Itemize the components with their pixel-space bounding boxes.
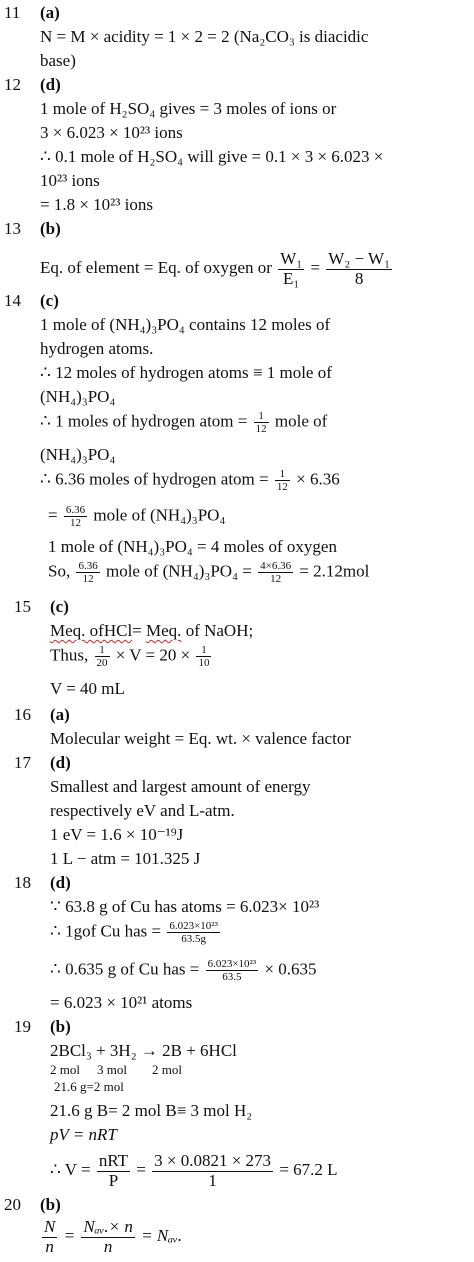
q14-line5-den: 12 <box>255 423 267 436</box>
q19-line4: 21.6 g B= 2 mol B≡ 3 mol H₂ <box>50 1101 253 1120</box>
q19-mol-c: 2 mol <box>152 1062 182 1077</box>
q14-line10-a: So, <box>48 561 75 581</box>
q15-line1-eq: = <box>132 621 147 640</box>
q12-line4: 10²³ ions <box>40 171 100 190</box>
q18-line4: = 6.023 × 10²¹ atoms <box>50 993 193 1012</box>
q14-line6: (NH₄)₃PO₄ <box>40 445 116 464</box>
q18-line3-a: ∴ 0.635 g of Cu has = <box>50 959 204 979</box>
q14-line10-b: mole of (NH₄)₃PO₄ = <box>101 561 257 581</box>
q17-line1: Smallest and largest amount of energy <box>50 777 311 796</box>
q20-answer: (b) <box>40 1195 61 1214</box>
q19-answer: (b) <box>50 1017 71 1036</box>
q20-frac1-num: N <box>44 1217 56 1236</box>
q15-line2-a: Thus, <box>50 645 93 665</box>
q15-line2-num2: 1 <box>196 644 211 657</box>
q14-line5-num: 1 <box>254 410 269 423</box>
q15-meq-hcl: Meq. ofHCl <box>50 621 133 640</box>
q15-line2-b: × V = 20 × <box>111 645 195 665</box>
q13-number: 13 <box>4 219 21 238</box>
q20-frac1-den: n <box>45 1236 54 1256</box>
q19-line3: 21.6 g=2 mol <box>54 1079 124 1094</box>
q12-number: 12 <box>4 75 21 94</box>
q15-line1-tail: of NaOH; <box>181 621 254 640</box>
q17-line3: 1 eV = 1.6 × 10⁻¹⁹J <box>50 825 184 844</box>
q12-line5: = 1.8 × 10²³ ions <box>40 195 153 214</box>
q15-line2-num: 1 <box>95 644 110 657</box>
q13-frac2-den: 8 <box>354 268 364 288</box>
q19-line6-b: = <box>132 1160 151 1180</box>
q13-answer: (b) <box>40 219 61 238</box>
q19-line6-num: nRT <box>98 1151 129 1170</box>
q19-line1: 2BCl₃ + 3H₂ → 2B + 6HCl <box>50 1041 237 1060</box>
q19-line6-num2: 3 × 0.0821 × 273 <box>154 1151 272 1170</box>
q14-line10-num: 6.36 <box>78 560 98 572</box>
q14-line9: 1 mole of (NH₄)₃PO₄ = 4 moles of oxygen <box>48 537 337 556</box>
q13-frac1-num: W₁ <box>280 249 303 268</box>
q18-line3-num: 6.023×10²³ <box>207 958 257 970</box>
q14-line7-den: 12 <box>276 481 288 494</box>
q18-line2-num: 6.023×10²³ <box>169 920 218 932</box>
q15-answer: (c) <box>50 597 69 616</box>
q13-frac1-den: E₁ <box>283 268 300 288</box>
q14-line10-num2: 4×6.36 <box>260 560 292 572</box>
q18-line1: ∵ 63.8 g of Cu has atoms = 6.023× 10²³ <box>50 897 320 916</box>
q20-number: 20 <box>4 1195 21 1214</box>
q14-line1: 1 mole of (NH₄)₃PO₄ contains 12 moles of <box>40 315 331 334</box>
q14-line8-den: 12 <box>69 517 81 530</box>
q18-answer: (d) <box>50 873 71 892</box>
q20-tail: = Nₐᵥ. <box>136 1226 183 1246</box>
q14-line8-a: = <box>48 505 62 525</box>
q17-line4: 1 L − atm = 101.325 J <box>50 849 201 868</box>
q15-line2-den: 20 <box>96 657 108 670</box>
q18-number: 18 <box>14 873 31 892</box>
q13-equals: = <box>310 258 321 278</box>
q14-line8-b: mole of (NH₄)₃PO₄ <box>89 505 226 525</box>
q19-mol-b: 3 mol <box>97 1062 127 1077</box>
q14-answer: (c) <box>40 291 59 310</box>
q14-line10-den2: 12 <box>270 573 282 586</box>
q12-line1: 1 mole of H₂SO₄ gives = 3 moles of ions or <box>40 99 337 118</box>
q19-line6-den2: 1 <box>208 1170 217 1190</box>
q18-line2-a: ∴ 1gof Cu has = <box>50 921 166 941</box>
q15-meq: Meq. <box>146 621 182 640</box>
q17-answer: (d) <box>50 753 71 772</box>
q14-line10-den: 12 <box>82 573 94 586</box>
q19-line5: pV = nRT <box>50 1125 117 1144</box>
q14-number: 14 <box>4 291 21 310</box>
q14-line5-b: mole of <box>270 411 328 431</box>
q11-number: 11 <box>4 3 21 22</box>
q19-line6-den: P <box>108 1170 119 1190</box>
q17-line2: respectively eV and L-atm. <box>50 801 235 820</box>
q13-prefix: Eq. of element = Eq. of oxygen or <box>40 258 272 278</box>
q15-line3: V = 40 mL <box>50 679 125 698</box>
q14-line8-num: 6.36 <box>65 504 86 516</box>
q19-number: 19 <box>14 1017 31 1036</box>
q12-answer: (d) <box>40 75 61 94</box>
q14-line2: hydrogen atoms. <box>40 339 154 358</box>
q14-line7-a: ∴ 6.36 moles of hydrogen atom = <box>40 469 273 489</box>
q13-frac2-num: W₂ − W₁ <box>328 249 391 268</box>
q11-line2: base) <box>40 51 76 70</box>
q20-frac2-den: n <box>103 1236 113 1256</box>
q14-line5-a: ∴ 1 moles of hydrogen atom = <box>40 411 252 431</box>
q12-line2: 3 × 6.023 × 10²³ ions <box>40 123 183 142</box>
q14-line7-b: × 6.36 <box>291 469 340 489</box>
q14-line4: (NH₄)₃PO₄ <box>40 387 116 406</box>
q14-line10-c: = 2.12mol <box>295 561 370 581</box>
q18-line2-den: 63.5g <box>181 933 206 946</box>
q13-equation <box>0 240 474 286</box>
q19-line6-a: ∴ V = <box>50 1160 95 1180</box>
q14-line3: ∴ 12 moles of hydrogen atoms ≡ 1 mole of <box>40 363 332 382</box>
q16-line1: Molecular weight = Eq. wt. × valence factor <box>50 729 351 748</box>
q15-number: 15 <box>14 597 31 616</box>
q11-line1: N = M × acidity = 1 × 2 = 2 (Na₂CO₃ is diacidic <box>40 27 369 46</box>
q14-line7-num: 1 <box>275 468 290 481</box>
q11-answer: (a) <box>40 3 60 22</box>
q20-eq: = <box>59 1226 80 1246</box>
q20-frac2-num: Nₐᵥ.× n <box>83 1217 133 1236</box>
q17-number: 17 <box>14 753 31 772</box>
q19-line6-c: = 67.2 L <box>275 1160 338 1180</box>
q18-line3-b: × 0.635 <box>260 959 317 979</box>
q15-line2-den2: 10 <box>198 657 210 670</box>
q16-number: 16 <box>14 705 31 724</box>
q19-mol-a: 2 mol <box>50 1062 80 1077</box>
q12-line3: ∴ 0.1 mole of H₂SO₄ will give = 0.1 × 3 × 6.023 × <box>40 147 384 166</box>
q18-line3-den: 63.5 <box>222 971 242 984</box>
q16-answer: (a) <box>50 705 70 724</box>
